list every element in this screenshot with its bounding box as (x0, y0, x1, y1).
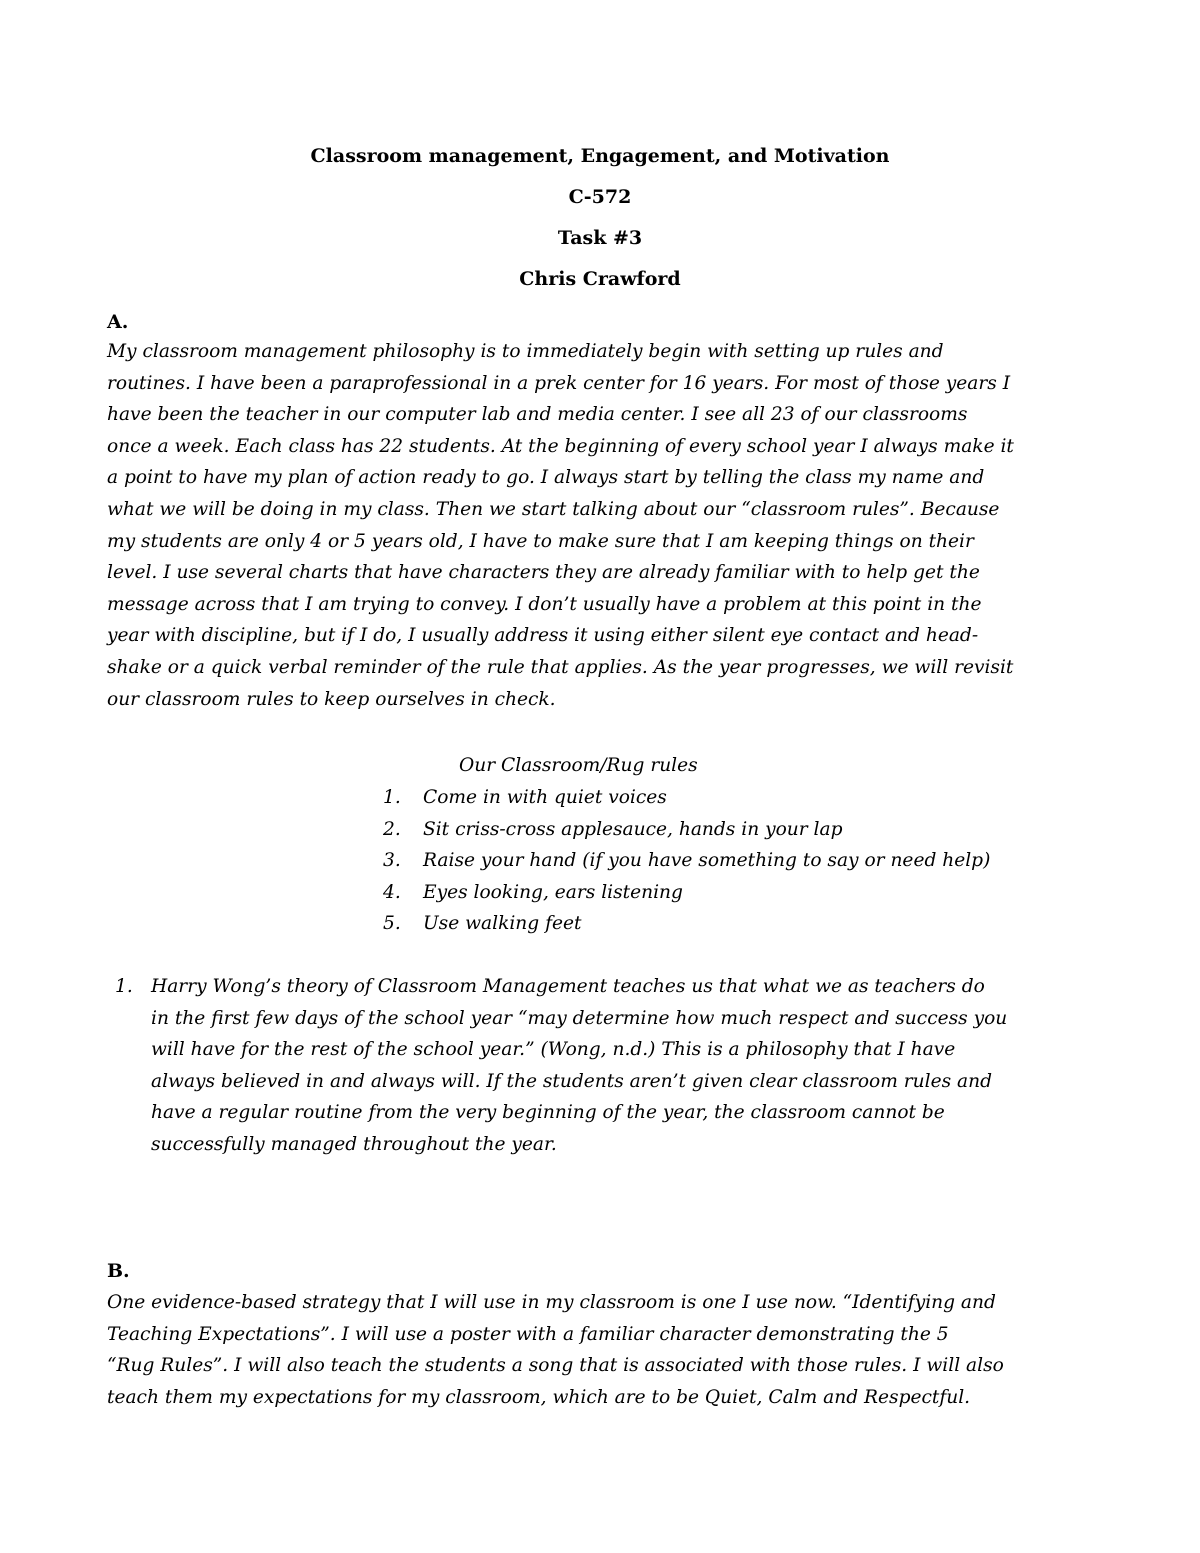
paragraph-line: have been the teacher in our computer lab and media center. I see all 23 of our classrooms (107, 404, 968, 426)
rule-text: Come in with quiet voices (423, 787, 667, 808)
paragraph-line: Teaching Expectations”. I will use a poster with a familiar character demonstrating the 5 (107, 1323, 949, 1345)
author-name: Chris Crawford (519, 268, 681, 290)
paragraph-line: once a week. Each class has 22 students. At the beginning of every school year I always make it (107, 435, 1014, 457)
paragraph-line: message across that I am trying to convey. I don’t usually have a problem at this point in the (107, 593, 982, 615)
paragraph-line: My classroom management philosophy is to immediately begin with setting up rules and (107, 341, 944, 362)
rule-item (383, 908, 990, 940)
paragraph-line: level. I use several charts that have characters they are already familiar with to help get the (107, 562, 980, 584)
paragraph-line: shake or a quick verbal reminder of the rule that applies. As the year progresses, we will revisit (107, 656, 1014, 678)
title-block (0, 140, 1200, 304)
paragraph-line: will have for the rest of the school year.” (Wong, n.d.) This is a philosophy that I have (151, 1039, 956, 1061)
paragraph-line: have a regular routine from the very beginning of the year, the classroom cannot be (151, 1102, 945, 1124)
rule-number: 4. (383, 881, 401, 903)
rule-number: 3. (383, 850, 401, 872)
section-a-paragraph (107, 336, 1047, 715)
rule-item (383, 782, 990, 814)
section-b-paragraph (107, 1287, 1047, 1413)
paragraph-line: my students are only 4 or 5 years old, I have to make sure that I am keeping things on their (107, 530, 974, 552)
rule-number: 5. (383, 913, 401, 935)
rule-number: 1. (383, 787, 401, 808)
paragraph-line: successfully managed throughout the year. (151, 1133, 557, 1155)
rule-text: Sit criss-cross applesauce, hands in your lap (423, 818, 843, 840)
rules-list (383, 782, 990, 940)
theory-number: 1. (115, 976, 133, 997)
section-b-heading: B. (107, 1260, 130, 1282)
paragraph-line: Harry Wong’s theory of Classroom Management teaches us that what we as teachers do (151, 976, 985, 997)
paragraph-line: a point to have my plan of action ready to go. I always start by telling the class my name and (107, 467, 985, 489)
paragraph-line: year with discipline, but if I do, I usually address it using either silent eye contact and head- (107, 625, 979, 647)
paragraph-line: “Rug Rules”. I will also teach the students a song that is associated with those rules. I will also (107, 1355, 1004, 1377)
task-label: Task #3 (557, 227, 643, 249)
paragraph-line: in the first few days of the school year “may determine how much respect and success you (151, 1007, 1008, 1029)
document-title: Classroom management, Engagement, and Motivation (310, 145, 890, 167)
paragraph-line: always believed in and always will. If the students aren’t given clear classroom rules and (151, 1070, 992, 1092)
rule-text: Use walking feet (423, 913, 582, 935)
rule-item (383, 845, 990, 877)
rules-heading: Our Classroom/Rug rules (459, 755, 698, 776)
paragraph-line: what we will be doing in my class. Then we start talking about our “classroom rules”. Because (107, 498, 1000, 520)
rule-item (383, 814, 990, 846)
paragraph-line: teach them my expectations for my classroom, which are to be Quiet, Calm and Respectful. (107, 1386, 971, 1408)
rule-text: Eyes looking, ears listening (423, 881, 683, 903)
rule-text: Raise your hand (if you have something to say or need help) (423, 850, 991, 872)
section-a-heading: A. (107, 311, 129, 333)
rule-number: 2. (383, 818, 401, 840)
course-code: C-572 (568, 186, 632, 208)
theory-paragraph (151, 971, 1051, 1161)
paragraph-line: our classroom rules to keep ourselves in check. (107, 688, 556, 710)
paragraph-line: One evidence-based strategy that I will use in my classroom is one I use now. “Identifying and (107, 1292, 996, 1313)
rule-item (383, 877, 990, 909)
paragraph-line: routines. I have been a paraprofessional in a prek center for 16 years. For most of those years I (107, 372, 1011, 394)
